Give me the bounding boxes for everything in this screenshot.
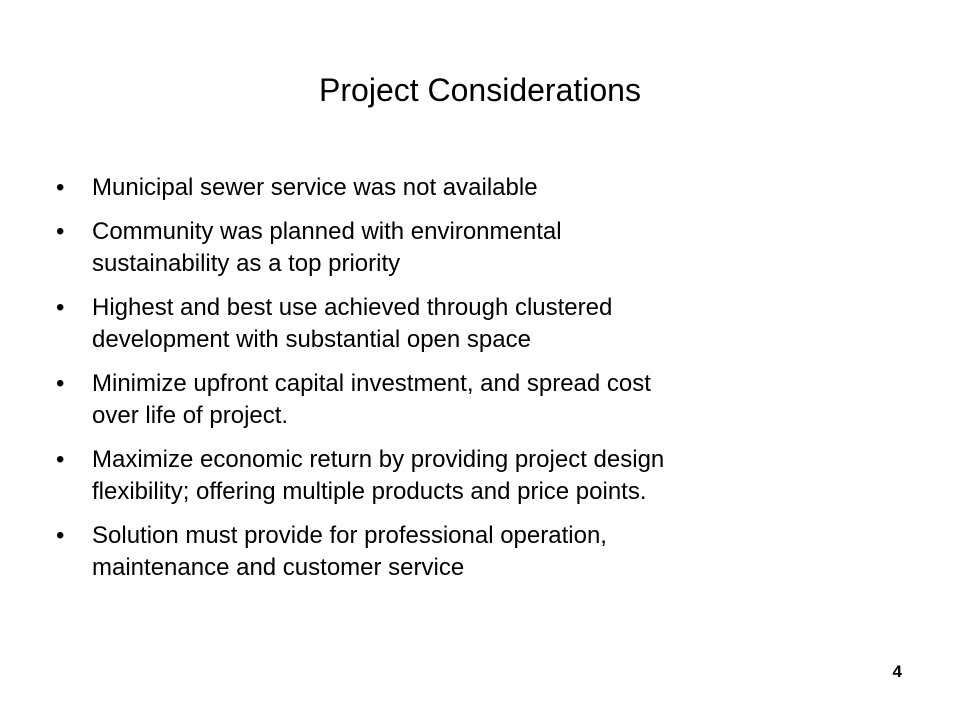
- bullet-text-line2: flexibility; offering multiple products and price points.: [92, 478, 647, 505]
- bullet-dot-icon: •: [56, 218, 65, 245]
- bullet-item-capital: [56, 368, 916, 432]
- bullet-text-line2: development with substantial open space: [92, 326, 531, 353]
- bullet-text-line1: Minimize upfront capital investment, and spread cost: [92, 370, 651, 397]
- bullet-item-community: [56, 216, 916, 280]
- bullet-dot-icon: •: [56, 446, 65, 473]
- bullet-dot-icon: •: [56, 294, 65, 321]
- bullet-item-economic-return: [56, 444, 916, 508]
- bullet-text-line2: over life of project.: [92, 402, 289, 429]
- bullet-text-line1: Municipal sewer service was not available: [92, 174, 538, 201]
- bullet-item-sewer: [56, 172, 916, 204]
- bullet-text-line2: sustainability as a top priority: [92, 250, 401, 277]
- bullet-item-highest-use: [56, 292, 916, 356]
- bullet-text-line1: Maximize economic return by providing project design: [92, 446, 665, 473]
- bullet-text-line2: maintenance and customer service: [92, 554, 465, 581]
- slide-title: Project Considerations: [319, 72, 641, 108]
- bullet-list: [56, 172, 916, 596]
- bullet-dot-icon: •: [56, 370, 65, 397]
- bullet-dot-icon: •: [56, 522, 65, 549]
- bullet-dot-icon: •: [56, 174, 65, 201]
- bullet-text-line1: Community was planned with environmental: [92, 218, 562, 245]
- bullet-text-line1: Solution must provide for professional operation,: [92, 522, 607, 549]
- bullet-text-line1: Highest and best use achieved through clustered: [92, 294, 613, 321]
- page-number: 4: [892, 662, 902, 681]
- bullet-item-solution: [56, 520, 916, 584]
